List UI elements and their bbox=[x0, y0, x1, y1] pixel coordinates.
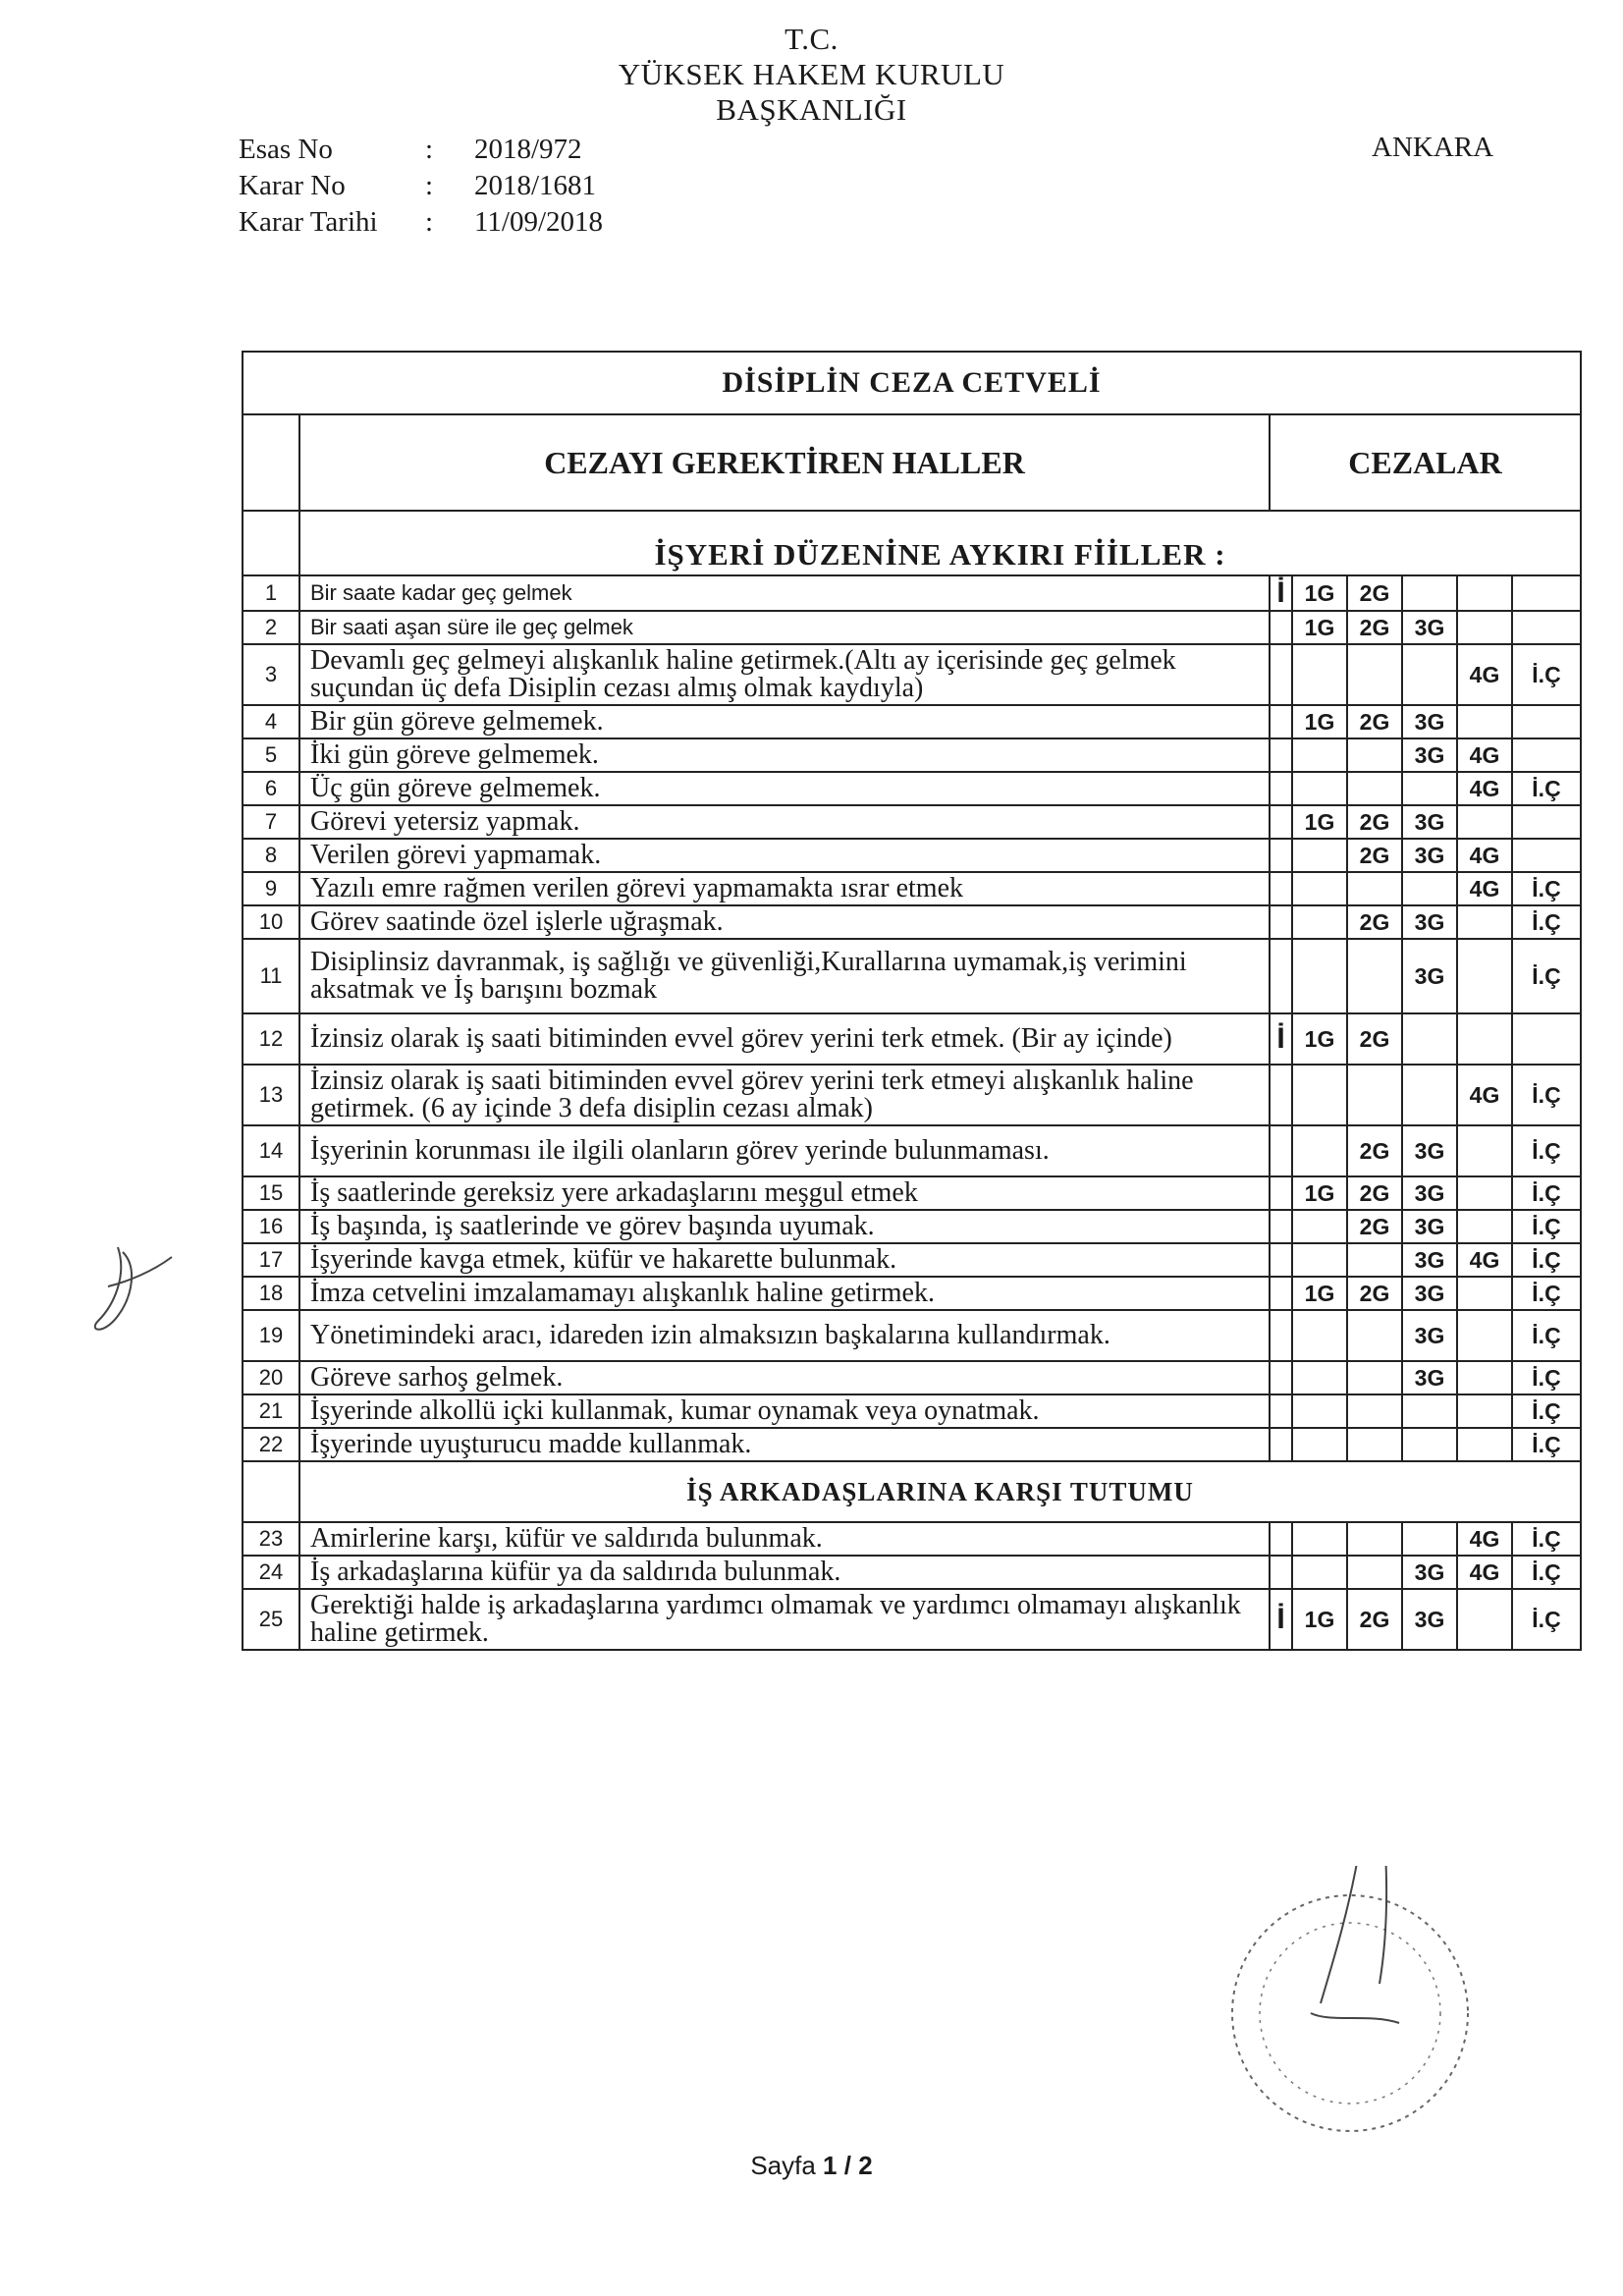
penalty-cell: 3G bbox=[1402, 805, 1457, 839]
penalty-cell: 4G bbox=[1457, 1522, 1512, 1556]
penalty-cell: 3G bbox=[1402, 1361, 1457, 1394]
table-row bbox=[243, 772, 1581, 805]
penalty-cell bbox=[1457, 611, 1512, 644]
table-row bbox=[243, 1277, 1581, 1310]
table-row bbox=[243, 905, 1581, 939]
penalty-cell: İ.Ç bbox=[1512, 1176, 1581, 1210]
penalty-cell: İ.Ç bbox=[1512, 1589, 1581, 1650]
table-row bbox=[243, 1210, 1581, 1243]
penalty-cell: 3G bbox=[1402, 738, 1457, 772]
penalty-cell bbox=[1457, 905, 1512, 939]
case-meta bbox=[239, 132, 603, 241]
row-number: 2 bbox=[243, 611, 299, 644]
section-heading-coworkers: İŞ ARKADAŞLARINA KARŞI TUTUMU bbox=[299, 1461, 1581, 1522]
penalty-cell: 2G bbox=[1347, 705, 1402, 738]
penalty-cell bbox=[1270, 1176, 1292, 1210]
meta-key: Karar No bbox=[239, 170, 346, 201]
table-row bbox=[243, 1176, 1581, 1210]
row-number: 3 bbox=[243, 644, 299, 705]
penalty-cell bbox=[1270, 1065, 1292, 1125]
penalty-cell bbox=[1347, 1522, 1402, 1556]
penalty-cell: İ.Ç bbox=[1512, 1125, 1581, 1176]
row-offense-text: Görev saatinde özel işlerle uğraşmak. bbox=[299, 905, 1270, 939]
penalty-cell: 4G bbox=[1457, 738, 1512, 772]
row-offense-text: Gerektiği halde iş arkadaşlarına yardımcı olmamak ve yardımcı olmamayı alışkanlık haline getirmek. bbox=[299, 1589, 1270, 1650]
penalty-cell bbox=[1292, 1428, 1347, 1461]
penalty-cell: 2G bbox=[1347, 905, 1402, 939]
penalty-cell bbox=[1270, 1394, 1292, 1428]
penalty-cell: İ.Ç bbox=[1512, 644, 1581, 705]
penalty-cell bbox=[1270, 644, 1292, 705]
penalty-cell bbox=[1512, 1013, 1581, 1065]
penalty-cell bbox=[1457, 1176, 1512, 1210]
margin-signature bbox=[79, 1228, 187, 1355]
row-offense-text: Bir saate kadar geç gelmek bbox=[299, 575, 1270, 611]
row-offense-text: Görevi yetersiz yapmak. bbox=[299, 805, 1270, 839]
footer-sep: / bbox=[843, 2151, 851, 2180]
page-footer bbox=[0, 2151, 1623, 2181]
column-header-penalties: CEZALAR bbox=[1270, 414, 1581, 511]
penalty-cell bbox=[1270, 872, 1292, 905]
penalty-cell bbox=[1457, 705, 1512, 738]
table-row bbox=[243, 738, 1581, 772]
section-heading-workplace: İŞYERİ DÜZENİNE AYKIRI FİİLLER : bbox=[299, 511, 1581, 575]
penalty-cell: İ.Ç bbox=[1512, 1556, 1581, 1589]
row-number: 23 bbox=[243, 1522, 299, 1556]
penalty-cell bbox=[1347, 1310, 1402, 1361]
penalty-cell: 4G bbox=[1457, 644, 1512, 705]
penalty-cell: 1G bbox=[1292, 611, 1347, 644]
penalty-cell: 2G bbox=[1347, 611, 1402, 644]
header-tc: T.C. bbox=[784, 22, 839, 56]
header-institution: YÜKSEK HAKEM KURULU bbox=[618, 57, 1005, 91]
table-row bbox=[243, 839, 1581, 872]
penalty-cell: 3G bbox=[1402, 1277, 1457, 1310]
penalty-cell bbox=[1512, 705, 1581, 738]
row-number: 20 bbox=[243, 1361, 299, 1394]
penalty-cell bbox=[1402, 872, 1457, 905]
row-number: 12 bbox=[243, 1013, 299, 1065]
penalty-cell bbox=[1457, 1394, 1512, 1428]
penalty-cell: 3G bbox=[1402, 1556, 1457, 1589]
row-offense-text: Bir saati aşan süre ile geç gelmek bbox=[299, 611, 1270, 644]
row-offense-text: İş başında, iş saatlerinde ve görev başında uyumak. bbox=[299, 1210, 1270, 1243]
penalty-cell bbox=[1457, 575, 1512, 611]
penalty-cell bbox=[1402, 1428, 1457, 1461]
penalty-cell bbox=[1512, 805, 1581, 839]
row-offense-text: Amirlerine karşı, küfür ve saldırıda bulunmak. bbox=[299, 1522, 1270, 1556]
penalty-cell: 2G bbox=[1347, 1277, 1402, 1310]
penalty-cell: 3G bbox=[1402, 1125, 1457, 1176]
penalty-cell: 3G bbox=[1402, 905, 1457, 939]
meta-tarih bbox=[239, 204, 603, 241]
penalty-cell: 3G bbox=[1402, 1176, 1457, 1210]
penalty-cell: İ.Ç bbox=[1512, 905, 1581, 939]
penalty-cell bbox=[1402, 1522, 1457, 1556]
row-number: 16 bbox=[243, 1210, 299, 1243]
penalty-cell bbox=[1347, 1428, 1402, 1461]
penalty-cell: 1G bbox=[1292, 575, 1347, 611]
penalty-cell bbox=[1270, 1310, 1292, 1361]
penalty-cell: İ.Ç bbox=[1512, 1210, 1581, 1243]
penalty-cell: İ.Ç bbox=[1512, 1277, 1581, 1310]
row-offense-text: İşyerinin korunması ile ilgili olanların görev yerinde bulunmaması. bbox=[299, 1125, 1270, 1176]
penalty-cell: İ.Ç bbox=[1512, 1243, 1581, 1277]
penalty-cell: İ.Ç bbox=[1512, 939, 1581, 1013]
penalty-cell bbox=[1457, 805, 1512, 839]
penalty-cell bbox=[1270, 1556, 1292, 1589]
penalty-cell bbox=[1457, 939, 1512, 1013]
meta-value: 11/09/2018 bbox=[474, 206, 604, 238]
footer-total: 2 bbox=[858, 2151, 873, 2180]
column-header-cases: CEZAYI GEREKTİREN HALLER bbox=[299, 414, 1270, 511]
penalty-cell: 1G bbox=[1292, 805, 1347, 839]
penalty-cell bbox=[1270, 1361, 1292, 1394]
penalty-cell bbox=[1270, 1522, 1292, 1556]
penalty-cell bbox=[1402, 1065, 1457, 1125]
row-offense-text: İmza cetvelini imzalamamayı alışkanlık haline getirmek. bbox=[299, 1277, 1270, 1310]
penalty-cell bbox=[1512, 738, 1581, 772]
table-row bbox=[243, 1013, 1581, 1065]
penalty-cell bbox=[1292, 939, 1347, 1013]
penalty-cell: 2G bbox=[1347, 1210, 1402, 1243]
penalty-cell: İ.Ç bbox=[1512, 1065, 1581, 1125]
penalty-cell: 2G bbox=[1347, 1013, 1402, 1065]
penalty-cell bbox=[1292, 1210, 1347, 1243]
penalty-cell: 1G bbox=[1292, 1589, 1347, 1650]
penalty-cell bbox=[1270, 939, 1292, 1013]
header-department: BAŞKANLIĞI bbox=[716, 92, 907, 127]
table-row bbox=[243, 1589, 1581, 1650]
penalty-cell bbox=[1457, 1210, 1512, 1243]
row-offense-text: Yazılı emre rağmen verilen görevi yapmamakta ısrar etmek bbox=[299, 872, 1270, 905]
penalty-cell: 3G bbox=[1402, 1589, 1457, 1650]
meta-sep: : bbox=[425, 134, 434, 165]
row-number: 1 bbox=[243, 575, 299, 611]
penalty-cell bbox=[1292, 1310, 1347, 1361]
meta-key: Karar Tarihi bbox=[239, 206, 378, 238]
row-number: 10 bbox=[243, 905, 299, 939]
penalty-cell bbox=[1457, 1277, 1512, 1310]
row-offense-text: İş arkadaşlarına küfür ya da saldırıda bulunmak. bbox=[299, 1556, 1270, 1589]
penalty-cell bbox=[1347, 1243, 1402, 1277]
table-row bbox=[243, 1310, 1581, 1361]
penalty-cell bbox=[1512, 575, 1581, 611]
table-row bbox=[243, 1125, 1581, 1176]
penalty-cell: İ.Ç bbox=[1512, 1428, 1581, 1461]
row-number: 8 bbox=[243, 839, 299, 872]
penalty-cell bbox=[1347, 1361, 1402, 1394]
row-offense-text: Verilen görevi yapmamak. bbox=[299, 839, 1270, 872]
penalty-cell: İ bbox=[1270, 575, 1292, 611]
penalty-cell bbox=[1270, 1428, 1292, 1461]
penalty-cell bbox=[1512, 839, 1581, 872]
penalty-cell bbox=[1457, 1428, 1512, 1461]
penalty-cell: 3G bbox=[1402, 611, 1457, 644]
penalty-cell: İ.Ç bbox=[1512, 1310, 1581, 1361]
meta-sep: : bbox=[425, 206, 434, 238]
table-row bbox=[243, 644, 1581, 705]
penalty-cell: 1G bbox=[1292, 705, 1347, 738]
footer-label: Sayfa bbox=[750, 2151, 816, 2180]
row-number: 6 bbox=[243, 772, 299, 805]
row-number: 21 bbox=[243, 1394, 299, 1428]
penalty-cell: 3G bbox=[1402, 1310, 1457, 1361]
row-number: 18 bbox=[243, 1277, 299, 1310]
penalty-cell: İ bbox=[1270, 1013, 1292, 1065]
penalty-cell bbox=[1402, 575, 1457, 611]
row-offense-text: İşyerinde alkollü içki kullanmak, kumar oynamak veya oynatmak. bbox=[299, 1394, 1270, 1428]
penalty-cell bbox=[1402, 1394, 1457, 1428]
row-offense-text: İzinsiz olarak iş saati bitiminden evvel görev yerini terk etmeyi alışkanlık haline getirmek. (6 ay içinde 3 defa disiplin cezası almak) bbox=[299, 1065, 1270, 1125]
penalty-cell: İ.Ç bbox=[1512, 872, 1581, 905]
row-offense-text: Bir gün göreve gelmemek. bbox=[299, 705, 1270, 738]
table-row bbox=[243, 575, 1581, 611]
penalty-cell bbox=[1292, 905, 1347, 939]
penalty-cell: 1G bbox=[1292, 1176, 1347, 1210]
table-title: DİSİPLİN CEZA CETVELİ bbox=[243, 352, 1581, 414]
penalty-cell: 2G bbox=[1347, 575, 1402, 611]
penalty-cell: 1G bbox=[1292, 1013, 1347, 1065]
penalty-cell bbox=[1270, 705, 1292, 738]
penalty-cell bbox=[1347, 1065, 1402, 1125]
table-row bbox=[243, 1428, 1581, 1461]
penalty-cell bbox=[1292, 1361, 1347, 1394]
penalty-table bbox=[242, 351, 1582, 1651]
row-number: 11 bbox=[243, 939, 299, 1013]
penalty-cell bbox=[1292, 1394, 1347, 1428]
penalty-cell: 3G bbox=[1402, 705, 1457, 738]
table-row bbox=[243, 1361, 1581, 1394]
row-number: 24 bbox=[243, 1556, 299, 1589]
penalty-cell bbox=[1270, 772, 1292, 805]
penalty-cell bbox=[1292, 738, 1347, 772]
penalty-cell bbox=[1270, 1243, 1292, 1277]
penalty-cell: 3G bbox=[1402, 839, 1457, 872]
penalty-cell bbox=[1270, 1210, 1292, 1243]
table-row bbox=[243, 939, 1581, 1013]
row-number: 15 bbox=[243, 1176, 299, 1210]
penalty-cell: 2G bbox=[1347, 1176, 1402, 1210]
penalty-cell bbox=[1292, 1065, 1347, 1125]
row-number: 7 bbox=[243, 805, 299, 839]
meta-sep: : bbox=[425, 170, 434, 201]
penalty-cell: 3G bbox=[1402, 1210, 1457, 1243]
penalty-cell bbox=[1292, 1243, 1347, 1277]
penalty-cell: 4G bbox=[1457, 1556, 1512, 1589]
penalty-cell bbox=[1347, 1394, 1402, 1428]
penalty-cell: 4G bbox=[1457, 872, 1512, 905]
table-row bbox=[243, 1522, 1581, 1556]
penalty-cell bbox=[1270, 1277, 1292, 1310]
meta-key: Esas No bbox=[239, 134, 333, 165]
penalty-cell bbox=[1457, 1589, 1512, 1650]
row-number: 25 bbox=[243, 1589, 299, 1650]
table-row bbox=[243, 1556, 1581, 1589]
row-offense-text: İzinsiz olarak iş saati bitiminden evvel görev yerini terk etmek. (Bir ay içinde) bbox=[299, 1013, 1270, 1065]
row-number: 13 bbox=[243, 1065, 299, 1125]
row-number: 19 bbox=[243, 1310, 299, 1361]
penalty-cell: 4G bbox=[1457, 772, 1512, 805]
row-offense-text: İş saatlerinde gereksiz yere arkadaşlarını meşgul etmek bbox=[299, 1176, 1270, 1210]
row-offense-text: Disiplinsiz davranmak, iş sağlığı ve güvenliği,Kurallarına uymamak,iş verimini aksatmak ve İş barışını bozmak bbox=[299, 939, 1270, 1013]
penalty-cell bbox=[1270, 1125, 1292, 1176]
penalty-cell: İ.Ç bbox=[1512, 1361, 1581, 1394]
meta-value: 2018/1681 bbox=[474, 170, 597, 201]
table-row bbox=[243, 805, 1581, 839]
penalty-cell bbox=[1402, 1013, 1457, 1065]
penalty-cell bbox=[1292, 1556, 1347, 1589]
penalty-cell bbox=[1292, 772, 1347, 805]
penalty-cell: 2G bbox=[1347, 1589, 1402, 1650]
row-offense-text: Göreve sarhoş gelmek. bbox=[299, 1361, 1270, 1394]
table-row bbox=[243, 705, 1581, 738]
row-number: 14 bbox=[243, 1125, 299, 1176]
penalty-cell bbox=[1270, 611, 1292, 644]
footer-page: 1 bbox=[823, 2151, 838, 2180]
penalty-cell bbox=[1347, 644, 1402, 705]
penalty-cell: İ.Ç bbox=[1512, 1522, 1581, 1556]
row-number: 9 bbox=[243, 872, 299, 905]
penalty-cell: 2G bbox=[1347, 805, 1402, 839]
penalty-cell: 4G bbox=[1457, 1065, 1512, 1125]
table-row bbox=[243, 611, 1581, 644]
penalty-cell: 4G bbox=[1457, 1243, 1512, 1277]
meta-esas bbox=[239, 132, 603, 168]
penalty-cell bbox=[1402, 644, 1457, 705]
penalty-cell: 3G bbox=[1402, 939, 1457, 1013]
penalty-cell bbox=[1512, 611, 1581, 644]
row-number: 17 bbox=[243, 1243, 299, 1277]
row-number: 5 bbox=[243, 738, 299, 772]
penalty-cell bbox=[1347, 872, 1402, 905]
penalty-cell bbox=[1292, 872, 1347, 905]
penalty-cell bbox=[1347, 772, 1402, 805]
table-row bbox=[243, 1065, 1581, 1125]
penalty-cell bbox=[1457, 1361, 1512, 1394]
penalty-cell: 3G bbox=[1402, 1243, 1457, 1277]
penalty-cell: İ.Ç bbox=[1512, 1394, 1581, 1428]
row-number: 4 bbox=[243, 705, 299, 738]
official-stamp bbox=[1213, 1866, 1527, 2180]
penalty-cell bbox=[1402, 772, 1457, 805]
city: ANKARA bbox=[1372, 132, 1494, 163]
penalty-cell: İ.Ç bbox=[1512, 772, 1581, 805]
penalty-cell bbox=[1292, 1125, 1347, 1176]
row-offense-text: Devamlı geç gelmeyi alışkanlık haline getirmek.(Altı ay içerisinde geç gelmek suçundan üç defa Disiplin cezası almış olmak kaydıyla) bbox=[299, 644, 1270, 705]
row-offense-text: İki gün göreve gelmemek. bbox=[299, 738, 1270, 772]
penalty-cell bbox=[1347, 1556, 1402, 1589]
row-offense-text: İşyerinde uyuşturucu madde kullanmak. bbox=[299, 1428, 1270, 1461]
penalty-cell: 1G bbox=[1292, 1277, 1347, 1310]
penalty-cell bbox=[1347, 738, 1402, 772]
penalty-cell: 2G bbox=[1347, 1125, 1402, 1176]
row-offense-text: Üç gün göreve gelmemek. bbox=[299, 772, 1270, 805]
penalty-cell bbox=[1292, 839, 1347, 872]
row-number: 22 bbox=[243, 1428, 299, 1461]
penalty-cell: 2G bbox=[1347, 839, 1402, 872]
penalty-cell bbox=[1347, 939, 1402, 1013]
penalty-cell bbox=[1270, 738, 1292, 772]
penalty-cell bbox=[1292, 644, 1347, 705]
meta-karar bbox=[239, 168, 603, 204]
penalty-cell bbox=[1292, 1522, 1347, 1556]
table-row bbox=[243, 1243, 1581, 1277]
row-offense-text: Yönetimindeki aracı, idareden izin almaksızın başkalarına kullandırmak. bbox=[299, 1310, 1270, 1361]
penalty-cell bbox=[1457, 1310, 1512, 1361]
penalty-cell: İ bbox=[1270, 1589, 1292, 1650]
penalty-cell bbox=[1270, 839, 1292, 872]
penalty-cell bbox=[1270, 805, 1292, 839]
table-row bbox=[243, 872, 1581, 905]
row-offense-text: İşyerinde kavga etmek, küfür ve hakarette bulunmak. bbox=[299, 1243, 1270, 1277]
penalty-cell bbox=[1457, 1125, 1512, 1176]
penalty-cell: 4G bbox=[1457, 839, 1512, 872]
penalty-cell bbox=[1270, 905, 1292, 939]
penalty-cell bbox=[1457, 1013, 1512, 1065]
table-row bbox=[243, 1394, 1581, 1428]
meta-value: 2018/972 bbox=[474, 134, 582, 165]
